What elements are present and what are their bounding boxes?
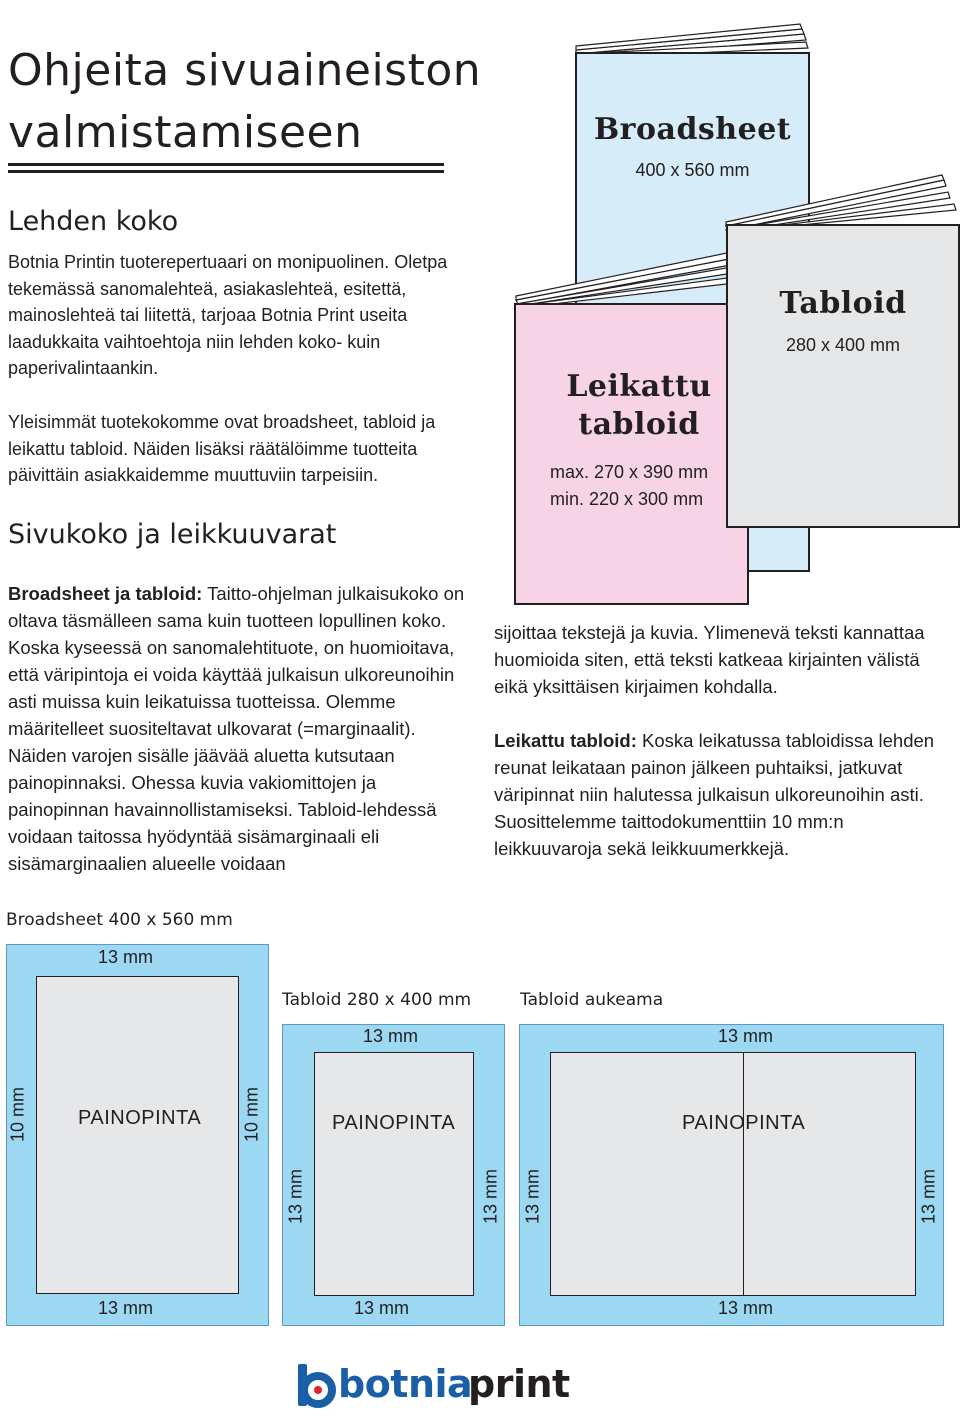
page-title: Ohjeita sivuaineiston valmistamiseen (8, 45, 482, 158)
tabloid-bottom-margin: 13 mm (354, 1298, 410, 1318)
margins-paragraph-left (8, 580, 468, 877)
broadsheet-print-area (36, 976, 239, 1294)
title-rule-bottom (8, 170, 444, 173)
cut-tabloid-name: Leikattu tabloid (566, 369, 712, 442)
botniaprint-logo (296, 1360, 570, 1412)
spread-print-area-right (743, 1052, 916, 1296)
botnia-b-logo-icon (296, 1364, 336, 1408)
logo-text-botnia: botnia (338, 1362, 473, 1406)
cut-tabloid-min: min. 220 x 300 mm (550, 489, 704, 509)
broadsheet-right-margin: 10 mm (241, 1087, 262, 1143)
spread-left-margin: 13 mm (522, 1169, 543, 1225)
broadsheet-top-margin: 13 mm (98, 947, 154, 967)
spread-bottom-margin: 13 mm (718, 1298, 774, 1318)
cut-tabloid-text: Koska leikatussa tabloidissa lehden reunat leikataan painon jälkeen puhtaiksi, jatkuvat väripinnat niin halutessa julkaisun ulkoreunoihin asti. Suosittelemme taittodokumenttiin 10 mm:n leikkuuvaroja sekä leikkuumerkkejä. (494, 730, 935, 859)
broadsheet-size: 400 x 560 mm (635, 160, 750, 180)
spread-right-margin: 13 mm (918, 1169, 939, 1225)
diagram-title-tabloid: Tabloid 280 x 400 mm (282, 990, 472, 1010)
margins-text-left: Taitto-ohjelman julkaisukoko on oltava täsmälleen sama kuin tuotteen lopullinen koko. Koska kyseessä on sanomalehtituote, on huomioitava, että väripintoja ei voida käyttää julkaisun ulkoreunoihin asti muissa kuin leikatuissa tuotteissa. Olemme määritelleet suositeltavat ulkovarat (=marginaalit). Näiden varojen sisälle jäävää aluetta kutsutaan painopinnaksi. Ohessa kuvia vakiomittojen ja painopinnan havainnollistamiseksi. Tabloid-lehdessä voidaan taitossa hyödyntää sisämarginaali eli sisämarginaalien alueelle voidaan (8, 583, 465, 874)
tabloid-page (726, 224, 960, 528)
broadsheet-print-area-label: PAINOPINTA (78, 1107, 202, 1129)
section-heading-lehden-koko: Lehden koko (8, 206, 179, 237)
cut-tabloid-page (514, 303, 749, 605)
intro-paragraph: Botnia Printin tuoterepertuaari on monipuolinen. Oletpa tekemässä sanomalehteä, asiakaslehteä, esitettä, mainoslehteä tai liitettä, tarjoaa Botnia Print useita laadukkaita vaihtoehtoja niin lehden koko- kuin paperivalintaankin. (8, 252, 448, 378)
lead-cut-tabloid: Leikattu tabloid: (494, 730, 637, 751)
tabloid-top-margin: 13 mm (363, 1026, 419, 1046)
broadsheet-name: Broadsheet (593, 112, 792, 147)
spread-print-area-label: PAINOPINTA (682, 1112, 806, 1134)
diagram-title-spread: Tabloid aukeama (520, 990, 664, 1010)
logo-text-print: print (468, 1362, 570, 1406)
spread-top-margin: 13 mm (718, 1026, 774, 1046)
spread-print-area-left (550, 1052, 744, 1296)
tabloid-print-area (314, 1052, 474, 1296)
tabloid-left-margin: 13 mm (285, 1169, 306, 1225)
cut-tabloid-max: max. 270 x 390 mm (550, 462, 709, 482)
title-rule-top (8, 163, 444, 166)
diagram-title-broadsheet: Broadsheet 400 x 560 mm (6, 910, 233, 930)
sizes-paragraph: Yleisimmät tuotekokomme ovat broadsheet, tabloid ja leikattu tabloid. Näiden lisäksi räätälöimme tuotteita päivittäin asiakkaidemme muuttuviin tarpeisiin. (8, 412, 436, 485)
tabloid-name: Tabloid (779, 286, 907, 321)
lead-broadsheet-tabloid: Broadsheet ja tabloid: (8, 583, 203, 604)
margins-paragraph-right: sijoittaa tekstejä ja kuvia. Ylimenevä teksti kannattaa huomioida siten, että teksti katkeaa kirjainten välistä eikä yksittäisen kirjaimen kohdalla. (494, 622, 925, 697)
tabloid-page-stack-icon (722, 172, 960, 232)
cut-tabloid-page-stack-icon (512, 248, 752, 308)
tabloid-print-area-label: PAINOPINTA (332, 1112, 456, 1134)
section-heading-sivukoko: Sivukoko ja leikkuuvarat (8, 519, 337, 550)
tabloid-right-margin: 13 mm (480, 1169, 501, 1225)
broadsheet-bottom-margin: 13 mm (98, 1298, 154, 1318)
broadsheet-left-margin: 10 mm (7, 1087, 28, 1143)
tabloid-size: 280 x 400 mm (785, 335, 901, 355)
cut-tabloid-paragraph (494, 727, 954, 862)
